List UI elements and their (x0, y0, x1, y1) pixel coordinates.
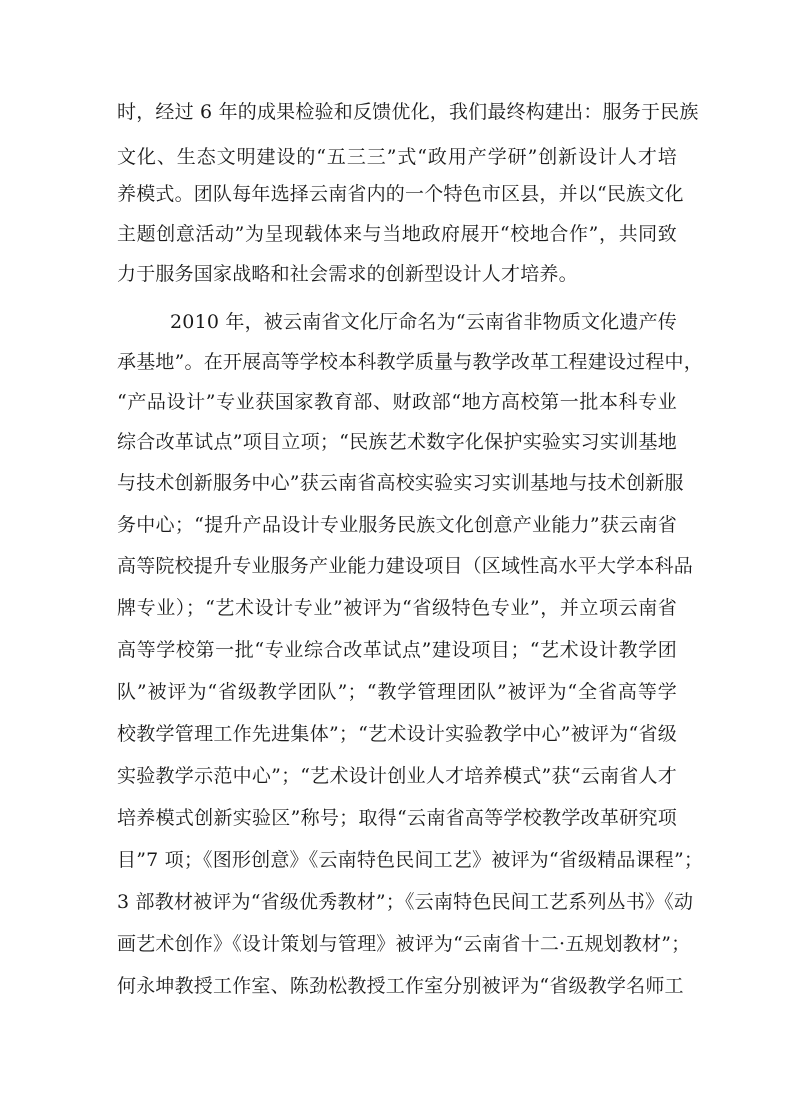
text-line: 目”7 项；《图形创意》《云南特色民间工艺》被评为“省级精品课程”； (117, 849, 704, 871)
text-line: 文化、生态文明建设的“五三三”式“政用产学研”创新设计人才培 (117, 146, 677, 168)
text-line: 高等院校提升专业服务产业能力建设项目（区域性高水平大学本科品 (117, 555, 694, 577)
text-line: 综合改革试点”项目立项；“民族艺术数字化保护实验实习实训基地 (117, 431, 677, 453)
text-line: 高等学校第一批“专业综合改革试点”建设项目；“艺术设计教学团 (117, 639, 677, 661)
text-line: 时，经过 6 年的成果检验和反馈优化，我们最终构建出：服务于民族 (117, 101, 699, 123)
text-line: 主题创意活动”为呈现载体来与当地政府展开“校地合作”，共同致 (117, 223, 677, 245)
text-line: 2010 年，被云南省文化厅命名为“云南省非物质文化遗产传 (170, 311, 677, 333)
text-line: “产品设计”专业获国家教育部、财政部“地方高校第一批本科专业 (117, 391, 677, 413)
text-line: 实验教学示范中心”；“艺术设计创业人才培养模式”获“云南省人才 (117, 765, 677, 787)
text-line: 队”被评为“省级教学团队”；“教学管理团队”被评为“全省高等学 (117, 681, 677, 703)
text-line: 承基地”。在开展高等学校本科教学质量与教学改革工程建设过程中， (117, 351, 703, 373)
text-line: 3 部教材被评为“省级优秀教材”；《云南特色民间工艺系列丛书》《动 (117, 891, 694, 913)
text-line: 务中心；“提升产品设计专业服务民族文化创意产业能力”获云南省 (117, 514, 677, 536)
text-line: 力于服务国家战略和社会需求的创新型设计人才培养。 (117, 263, 578, 285)
text-line: 画艺术创作》《设计策划与管理》被评为“云南省十二·五规划教材”； (117, 933, 691, 955)
text-line: 与技术创新服务中心”获云南省高校实验实习实训基地与技术创新服 (117, 472, 684, 494)
text-line: 校教学管理工作先进集体”；“艺术设计实验教学中心”被评为“省级 (117, 723, 677, 745)
text-line: 养模式。团队每年选择云南省内的一个特色市区县，并以“民族文化 (117, 183, 684, 205)
text-line: 何永坤教授工作室、陈劲松教授工作室分别被评为“省级教学名师工 (117, 975, 684, 997)
text-line: 培养模式创新实验区”称号；取得“云南省高等学校教学改革研究项 (117, 807, 677, 829)
text-line: 牌专业）；“艺术设计专业”被评为“省级特色专业”，并立项云南省 (117, 597, 677, 619)
